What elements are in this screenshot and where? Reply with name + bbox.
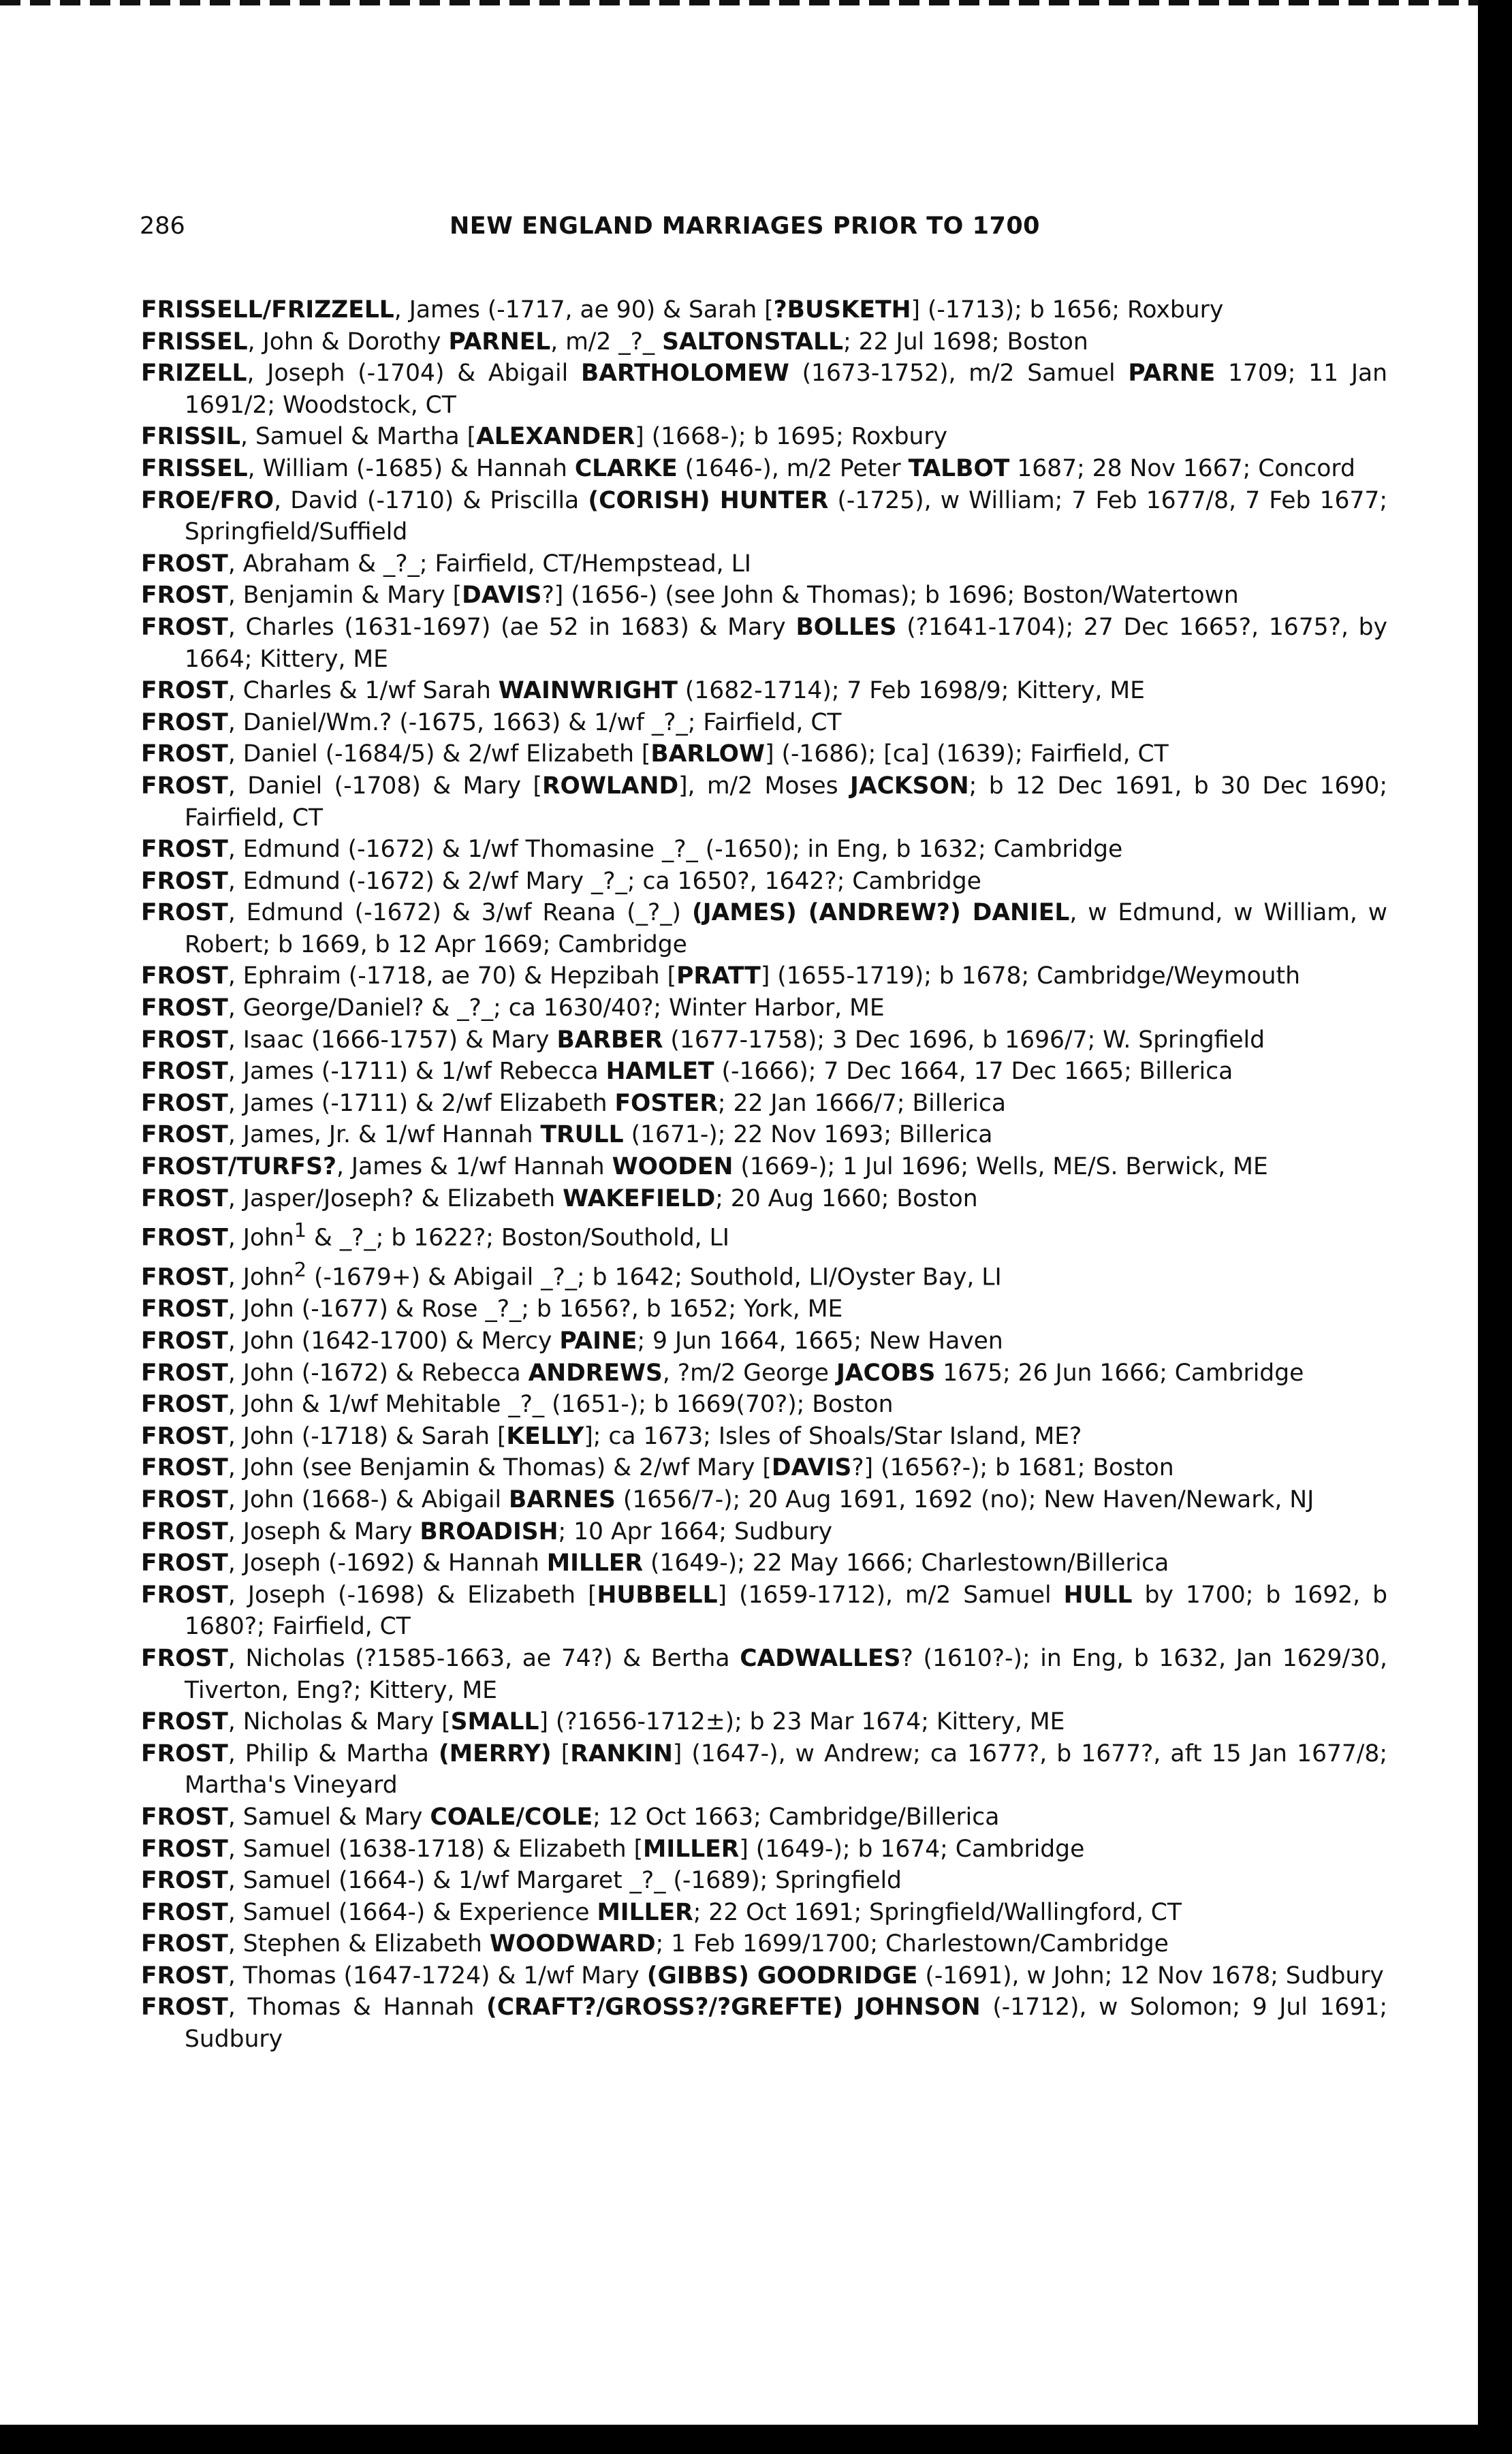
surname-text: DAVIS: [462, 582, 542, 610]
marriage-entry: [141, 1214, 1387, 1254]
surname-text: FRISSEL: [141, 328, 248, 356]
entry-text: , Joseph & Mary: [227, 1517, 420, 1545]
entry-text: , Joseph (-1698) & Elizabeth [: [227, 1581, 597, 1609]
surname-text: FROST: [141, 1089, 228, 1117]
surname-text: FROST: [141, 1898, 228, 1926]
entry-text: ; 10 Apr 1664; Sudbury: [558, 1517, 833, 1545]
entry-text: ; 20 Aug 1660; Boston: [715, 1184, 978, 1212]
surname-text: FROST: [141, 1263, 228, 1291]
marriage-entry: [141, 1738, 1387, 1802]
entry-text: , Ephraim (-1718, ae 70) & Hepzibah [: [227, 962, 677, 990]
running-title: NEW ENGLAND MARRIAGES PRIOR TO 1700: [450, 213, 1041, 240]
surname-text: FROST/TURFS?: [141, 1153, 336, 1181]
surname-text: FRISSEL: [141, 454, 248, 482]
entry-text: , Daniel/Wm.? (-1675, 1663) & 1/wf _?_; Fairfield, CT: [227, 708, 842, 736]
marriage-entry: [141, 770, 1387, 834]
entry-text: & _?_; b 1622?; Boston/Southold, LI: [306, 1224, 729, 1252]
entry-text: , Nicholas (?1585-1663, ae 74?) & Bertha: [227, 1644, 740, 1672]
surname-text: FROST: [141, 1295, 228, 1323]
marriage-entry: [141, 485, 1387, 548]
entry-text: , John (see Benjamin & Thomas) & 2/wf Mary [: [227, 1454, 772, 1482]
surname-text: WOODWARD: [489, 1930, 656, 1958]
entry-text: ]; ca 1673; Isles of Shoals/Star Island, ME?: [584, 1422, 1082, 1450]
entry-text: [: [551, 1740, 571, 1767]
entry-text: , Thomas (1647-1724) & 1/wf Mary: [227, 1962, 647, 1989]
surname-text: FROST: [141, 677, 228, 705]
surname-text: BOLLES: [796, 613, 897, 641]
surname-text: FROST: [141, 1644, 228, 1672]
surname-text: FROST: [141, 1708, 228, 1736]
surname-text: BARBER: [556, 1026, 663, 1054]
entry-text: ?] (1656?-); b 1681; Boston: [851, 1454, 1174, 1482]
entry-text: , Charles (1631-1697) (ae 52 in 1683) & Mary: [227, 613, 796, 641]
marriage-entry: [141, 1547, 1387, 1579]
entry-text: , John (-1677) & Rose _?_; b 1656?, b 1652; York, ME: [227, 1295, 843, 1323]
entry-text: (1649-); 22 May 1666; Charlestown/Billerica: [643, 1550, 1169, 1577]
entry-text: , ?m/2 George: [662, 1359, 836, 1387]
entry-text: ; 22 Oct 1691; Springfield/Wallingford, CT: [693, 1898, 1182, 1926]
entry-text: 1675; 26 Jun 1666; Cambridge: [935, 1359, 1304, 1387]
marriage-entry: [141, 1865, 1387, 1897]
marriage-entry: [141, 1928, 1387, 1960]
entry-text: , Joseph (-1704) & Abigail: [247, 360, 581, 388]
marriage-entry: [141, 992, 1387, 1024]
entry-text: , Charles & 1/wf Sarah: [227, 677, 499, 705]
surname-text: FROST: [141, 1962, 228, 1989]
marriage-entry: [141, 1516, 1387, 1548]
entry-text: , James (-1711) & 2/wf Elizabeth: [227, 1089, 615, 1117]
surname-text: FROST: [141, 1224, 228, 1252]
scan-border-bottom: [0, 2425, 1512, 2454]
entry-text: (1671-); 22 Nov 1693; Billerica: [623, 1121, 993, 1149]
surname-text: WAKEFIELD: [563, 1184, 716, 1212]
surname-text: FROST: [141, 1867, 228, 1895]
marriage-entry: [141, 1151, 1387, 1183]
surname-text: FROST: [141, 1740, 228, 1767]
entry-text: , John & 1/wf Mehitable _?_ (1651-); b 1669(70?); Boston: [227, 1391, 894, 1419]
marriage-entry: [141, 1484, 1387, 1516]
entry-text: , Nicholas & Mary [: [227, 1708, 451, 1736]
surname-text: KELLY: [506, 1422, 584, 1450]
entry-text: , John (-1718) & Sarah [: [227, 1422, 507, 1450]
entry-text: (1669-); 1 Jul 1696; Wells, ME/S. Berwick, ME: [733, 1153, 1268, 1181]
marriage-entry: [141, 612, 1387, 675]
marriage-entry: [141, 453, 1387, 485]
surname-text: WAINWRIGHT: [498, 677, 678, 705]
page-number: 286: [140, 213, 185, 240]
surname-text: HUBBELL: [597, 1581, 718, 1609]
entry-text: (-1666); 7 Dec 1664, 17 Dec 1665; Billerica: [714, 1058, 1233, 1086]
marriage-entry: [141, 358, 1387, 421]
entry-text: , Daniel (-1684/5) & 2/wf Elizabeth [: [227, 740, 651, 768]
surname-text: FROST: [141, 962, 228, 990]
surname-text: FROST: [141, 899, 228, 927]
surname-text: FROST: [141, 1121, 228, 1149]
surname-text: TALBOT: [908, 454, 1010, 482]
marriage-entry: [141, 1897, 1387, 1929]
entry-text: , John: [227, 1224, 294, 1252]
marriage-entry: [141, 1088, 1387, 1120]
entry-text: ], m/2 Moses: [678, 772, 851, 800]
entry-text: , Samuel (1664-) & Experience: [227, 1898, 597, 1926]
entry-text: ; 9 Jun 1664, 1665; New Haven: [637, 1327, 1003, 1355]
marriage-entry: [141, 1802, 1387, 1834]
surname-text: SALTONSTALL: [662, 328, 844, 356]
marriage-entry: [141, 1960, 1387, 1992]
surname-text: PRATT: [676, 962, 761, 990]
entry-text: , John & Dorothy: [247, 328, 449, 356]
entry-text: (-1691), w John; 12 Nov 1678; Sudbury: [917, 1962, 1384, 1989]
entry-text: , Edmund (-1672) & 1/wf Thomasine _?_ (-1650); in Eng, b 1632; Cambridge: [227, 836, 1123, 864]
surname-text: FROST: [141, 1058, 228, 1086]
entry-text: , Isaac (1666-1757) & Mary: [227, 1026, 557, 1054]
entry-text: , Abraham & _?_; Fairfield, CT/Hempstead, LI: [227, 550, 751, 578]
marriage-entry: [141, 738, 1387, 770]
entry-text: ; 1 Feb 1699/1700; Charlestown/Cambridge: [655, 1930, 1169, 1958]
surname-text: FROST: [141, 1803, 228, 1831]
marriage-entry: [141, 1452, 1387, 1484]
entry-text: , James, Jr. & 1/wf Hannah: [227, 1121, 541, 1149]
surname-text: FROST: [141, 613, 228, 641]
entry-text: ] (-1713); b 1656; Roxbury: [911, 296, 1224, 324]
entry-text: , James (-1711) & 1/wf Rebecca: [227, 1058, 606, 1086]
surname-text: FROST: [141, 1327, 228, 1355]
entry-text: , John: [227, 1263, 294, 1291]
marriage-entry: [141, 1992, 1387, 2055]
entry-text: ] (1668-); b 1695; Roxbury: [635, 423, 947, 451]
surname-text: (GIBBS) GOODRIDGE: [646, 1962, 918, 1989]
entry-text: , Thomas & Hannah: [227, 1994, 487, 2022]
surname-text: ROWLAND: [541, 772, 679, 800]
entry-text: , Daniel (-1708) & Mary [: [227, 772, 542, 800]
surname-text: FROST: [141, 708, 228, 736]
surname-text: BARTHOLOMEW: [581, 360, 789, 388]
entry-text: (-1725), w William; 7 Feb 1677/8, 7 Feb 1677; Springfield/Suffield: [185, 486, 1388, 546]
marriage-entry: [141, 1119, 1387, 1151]
marriage-entry: [141, 1389, 1387, 1421]
entry-text: , James (-1717, ae 90) & Sarah [: [394, 296, 774, 324]
entry-text: 1687; 28 Nov 1667; Concord: [1009, 454, 1355, 482]
surname-text: FROST: [141, 582, 228, 610]
entry-text: ] (1655-1719); b 1678; Cambridge/Weymouth: [760, 962, 1300, 990]
surname-text: FROST: [141, 1485, 228, 1513]
surname-text: FROST: [141, 1517, 228, 1545]
entry-text: , Stephen & Elizabeth: [227, 1930, 490, 1958]
entry-text: by 1700; b 1692, b 1680?; Fairfield, CT: [185, 1581, 1388, 1641]
entry-text: , m/2 _?_: [550, 328, 663, 356]
surname-text: ANDREWS: [528, 1359, 663, 1387]
marriage-entry: [141, 548, 1387, 580]
entry-text: ] (1659-1712), m/2 Samuel: [717, 1581, 1064, 1609]
surname-text: MILLER: [643, 1835, 740, 1863]
marriage-entry: [141, 1834, 1387, 1866]
marriage-entry: [141, 1293, 1387, 1325]
surname-text: SMALL: [450, 1708, 539, 1736]
generation-superscript: 2: [294, 1258, 307, 1282]
entry-text: , Samuel & Mary: [227, 1803, 430, 1831]
marriage-entry: [141, 326, 1387, 358]
entry-text: ] (?1656-1712±); b 23 Mar 1674; Kittery, ME: [539, 1708, 1065, 1736]
surname-text: FROST: [141, 740, 228, 768]
surname-text: PARNE: [1128, 360, 1216, 388]
entry-text: (1646-), m/2 Peter: [677, 454, 909, 482]
entry-text: , Samuel & Martha [: [240, 423, 477, 451]
surname-text: HULL: [1063, 1581, 1133, 1609]
entry-text: (1682-1714); 7 Feb 1698/9; Kittery, ME: [677, 677, 1145, 705]
entry-text: ; 22 Jan 1666/7; Billerica: [717, 1089, 1007, 1117]
marriage-entry: [141, 834, 1387, 866]
surname-text: (CRAFT?/GROSS?/?GREFTE) JOHNSON: [486, 1994, 981, 2022]
surname-text: FROE/FRO: [141, 486, 274, 514]
entry-text: , David (-1710) & Priscilla: [274, 486, 588, 514]
marriage-entry: [141, 1254, 1387, 1293]
marriage-entry: [141, 1325, 1387, 1357]
surname-text: FROST: [141, 1454, 228, 1482]
entry-text: ; 12 Oct 1663; Cambridge/Billerica: [593, 1803, 1000, 1831]
surname-text: CLARKE: [574, 454, 678, 482]
marriage-entry: [141, 1183, 1387, 1215]
surname-text: COALE/COLE: [430, 1803, 593, 1831]
surname-text: RANKIN: [570, 1740, 673, 1767]
entry-text: , Samuel (1638-1718) & Elizabeth [: [227, 1835, 644, 1863]
entry-text: , Edmund (-1672) & 3/wf Reana (_?_): [227, 899, 692, 927]
surname-text: FROST: [141, 550, 228, 578]
marriage-entry: [141, 1357, 1387, 1389]
surname-text: FRISSIL: [141, 423, 240, 451]
surname-text: BROADISH: [420, 1517, 558, 1545]
entry-text: ?] (1656-) (see John & Thomas); b 1696; Boston/Watertown: [541, 582, 1239, 610]
marriage-entry: [141, 1579, 1387, 1643]
surname-text: BARNES: [509, 1485, 616, 1513]
entry-text: , James & 1/wf Hannah: [336, 1153, 612, 1181]
marriage-entry: [141, 580, 1387, 612]
entry-text: ] (1649-); b 1674; Cambridge: [739, 1835, 1085, 1863]
surname-text: WOODEN: [612, 1153, 734, 1181]
entry-text: , John (1668-) & Abigail: [227, 1485, 509, 1513]
surname-text: FROST: [141, 1835, 228, 1863]
surname-text: HAMLET: [605, 1058, 714, 1086]
entry-text: , Samuel (1664-) & 1/wf Margaret _?_ (-1689); Springfield: [227, 1867, 902, 1895]
entry-text: , William (-1685) & Hannah: [247, 454, 575, 482]
surname-text: FROST: [141, 1930, 228, 1958]
marriage-entry: [141, 866, 1387, 898]
marriage-entry: [141, 1643, 1387, 1706]
entry-text: ] (-1686); [ca] (1639); Fairfield, CT: [765, 740, 1169, 768]
surname-text: PAINE: [559, 1327, 637, 1355]
surname-text: FRISSELL/FRIZZELL: [141, 296, 394, 324]
entry-text: , w Edmund, w William, w Robert; b 1669, b 12 Apr 1669; Cambridge: [185, 899, 1388, 958]
entry-text: (1656/7-); 20 Aug 1691, 1692 (no); New Haven/Newark, NJ: [615, 1485, 1314, 1513]
entry-text: (1673-1752), m/2 Samuel: [789, 360, 1129, 388]
surname-text: FROST: [141, 1391, 228, 1419]
surname-text: FROST: [141, 1581, 228, 1609]
generation-superscript: 1: [294, 1218, 307, 1242]
entry-text: 1709; 11 Jan 1691/2; Woodstock, CT: [185, 360, 1388, 419]
entry-text: ? (1610?-); in Eng, b 1632, Jan 1629/30, Tiverton, Eng?; Kittery, ME: [185, 1644, 1387, 1704]
entry-text: (-1712), w Solomon; 9 Jul 1691; Sudbury: [185, 1994, 1387, 2054]
entry-text: (-1679+) & Abigail _?_; b 1642; Southold, LI/Oyster Bay, LI: [306, 1263, 1002, 1291]
entry-text: , Jasper/Joseph? & Elizabeth: [227, 1184, 563, 1212]
marriage-entry: [141, 294, 1387, 326]
entry-text: , George/Daniel? & _?_; ca 1630/40?; Winter Harbor, ME: [227, 994, 885, 1022]
entry-text: ; b 12 Dec 1691, b 30 Dec 1690; Fairfield, CT: [185, 772, 1387, 832]
surname-text: FROST: [141, 1184, 228, 1212]
surname-text: JACKSON: [850, 772, 969, 800]
entry-text: (1677-1758); 3 Dec 1696, b 1696/7; W. Springfield: [663, 1026, 1265, 1054]
surname-text: PARNEL: [448, 328, 551, 356]
surname-text: FROST: [141, 867, 228, 895]
surname-text: FROST: [141, 994, 228, 1022]
entry-text: (?1641-1704); 27 Dec 1665?, 1675?, by 1664; Kittery, ME: [185, 613, 1387, 673]
surname-text: TRULL: [540, 1121, 624, 1149]
surname-text: FOSTER: [614, 1089, 718, 1117]
entry-text: , Edmund (-1672) & 2/wf Mary _?_; ca 1650?, 1642?; Cambridge: [227, 867, 981, 895]
entry-text: ] (1647-), w Andrew; ca 1677?, b 1677?, aft 15 Jan 1677/8; Martha's Vineyard: [185, 1740, 1387, 1799]
surname-text: ?BUSKETH: [773, 296, 911, 324]
surname-text: FROST: [141, 1026, 228, 1054]
marriage-entry: [141, 1056, 1387, 1088]
surname-text: (CORISH) HUNTER: [588, 486, 829, 514]
surname-text: MILLER: [546, 1550, 644, 1577]
marriage-entry: [141, 675, 1387, 707]
perforated-top-edge: [0, 0, 1478, 5]
surname-text: BARLOW: [650, 740, 766, 768]
surname-text: FROST: [141, 1994, 228, 2022]
marriage-entry: [141, 1421, 1387, 1453]
surname-text: FROST: [141, 1359, 228, 1387]
entry-text: , John (-1672) & Rebecca: [227, 1359, 529, 1387]
surname-text: CADWALLES: [740, 1644, 901, 1672]
scan-border-right: [1478, 0, 1512, 2454]
surname-text: FROST: [141, 772, 228, 800]
marriage-entry: [141, 1024, 1387, 1056]
surname-text: DAVIS: [771, 1454, 852, 1482]
marriage-entry: [141, 421, 1387, 453]
surname-text: (MERRY): [439, 1740, 552, 1767]
surname-text: FROST: [141, 836, 228, 864]
entry-text: , Joseph (-1692) & Hannah: [227, 1550, 547, 1577]
entry-text: , John (1642-1700) & Mercy: [227, 1327, 560, 1355]
surname-text: MILLER: [597, 1898, 693, 1926]
marriage-entry: [141, 1706, 1387, 1738]
entry-text: , Benjamin & Mary [: [227, 582, 462, 610]
entry-text: ; 22 Jul 1698; Boston: [843, 328, 1088, 356]
surname-text: FROST: [141, 1550, 228, 1577]
surname-text: FROST: [141, 1422, 228, 1450]
surname-text: ALEXANDER: [476, 423, 635, 451]
marriage-entry: [141, 960, 1387, 992]
surname-text: (JAMES) (ANDREW?) DANIEL: [691, 899, 1070, 927]
marriage-entries-list: [141, 294, 1387, 2056]
surname-text: FRIZELL: [141, 360, 247, 388]
surname-text: JACOBS: [836, 1359, 936, 1387]
marriage-entry: [141, 707, 1387, 739]
entry-text: , Philip & Martha: [227, 1740, 439, 1767]
marriage-entry: [141, 897, 1387, 960]
